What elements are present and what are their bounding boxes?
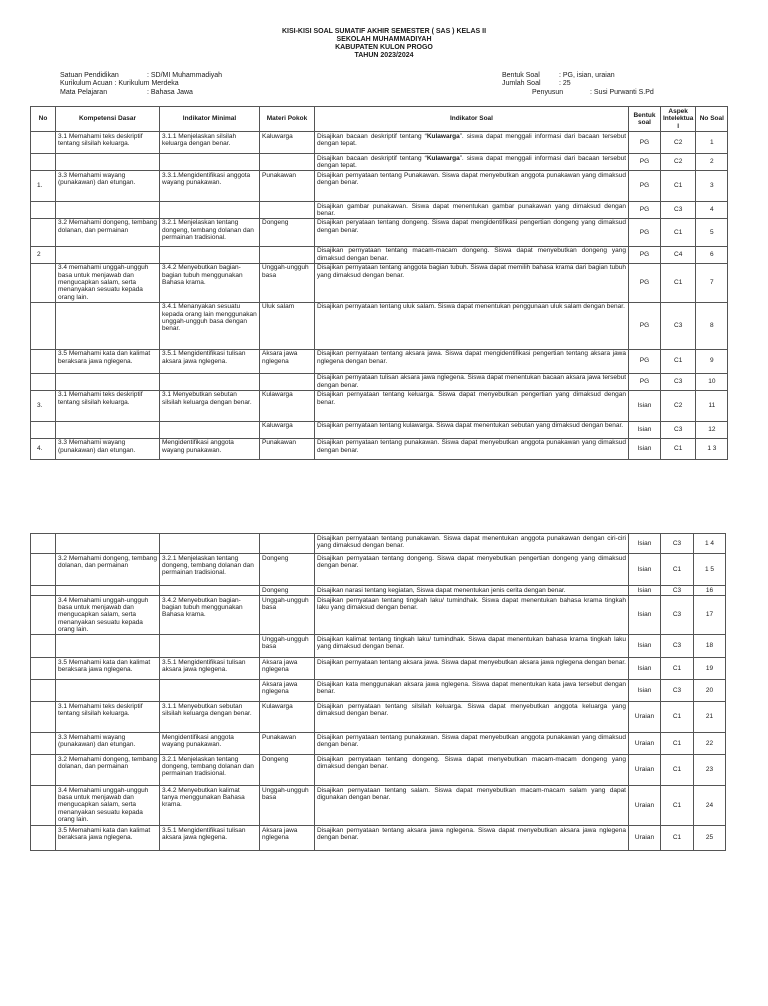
row-number: 3.: [31, 390, 56, 421]
meta-left: [60, 72, 222, 97]
kurikulum-value: : Kurikulum Merdeka: [114, 80, 179, 88]
indikator-minimal-cell: 3.5.1 Mengidentifikasi tulisan aksara jawa nglegena.: [160, 349, 260, 373]
table-header-row: [31, 107, 728, 132]
table-row: [31, 786, 726, 826]
indikator-minimal-cell: Mengidentifikasi anggota wayang punakawan.: [160, 733, 260, 755]
no-soal-cell: 2: [696, 154, 728, 171]
materi-pokok-cell: Unggah-ungguh basa: [260, 786, 315, 826]
indikator-minimal-cell: 3.2.1 Menjelaskan tentang dongeng, tembang dolanan dan permainan tradisional.: [160, 554, 260, 586]
bentuk-soal-cell: Isian: [629, 438, 661, 459]
table-row: [31, 154, 728, 171]
kisi-kisi-table-page-1: [30, 106, 728, 460]
table-row: [31, 202, 728, 219]
indikator-minimal-cell: [160, 154, 260, 171]
indikator-soal-cell: [315, 826, 629, 851]
indikator-soal-text: Disajikan pernyataan tentang dongeng. Siswa dapat menyebutkan pengertian dongeng yang dimaksud dengan benar.: [317, 554, 626, 569]
bentuk-soal-cell: PG: [629, 171, 661, 202]
row-number: [31, 202, 56, 219]
no-soal-cell: 17: [694, 596, 726, 635]
no-soal-cell: 16: [694, 586, 726, 596]
indikator-soal-cell: [315, 733, 629, 755]
no-soal-cell: 24: [694, 786, 726, 826]
no-soal-cell: 4: [696, 202, 728, 219]
indikator-minimal-cell: 3.4.2 Menyebutkan bagian-bagian tubuh menggunakan Bahasa krama.: [160, 263, 260, 302]
materi-pokok-cell: Unggah-ungguh basa: [260, 596, 315, 635]
bentuk-soal-cell: PG: [629, 132, 661, 154]
kompetensi-dasar-cell: [56, 534, 160, 554]
indikator-minimal-cell: [160, 635, 260, 658]
indikator-soal-cell: [315, 154, 629, 171]
row-number: [31, 635, 56, 658]
indikator-soal-cell: [315, 755, 629, 786]
no-soal-cell: 8: [696, 302, 728, 349]
no-soal-cell: 11: [696, 390, 728, 421]
kompetensi-dasar-cell: [56, 302, 160, 349]
no-soal-cell: 7: [696, 263, 728, 302]
document-header: [0, 28, 768, 60]
row-number: [31, 554, 56, 586]
school-name: SEKOLAH MUHAMMADIYAH: [336, 36, 432, 43]
bentuk-soal-cell: PG: [629, 373, 661, 390]
aspek-intelektual-cell: C3: [661, 373, 696, 390]
indikator-soal-text: Disajikan pernyataan tentang aksara jawa. Siswa dapat menyebutkan aksara jawa nglegena dengan benar.: [317, 658, 626, 666]
header-indikator-soal: Indikator Soal: [315, 107, 629, 132]
indikator-minimal-cell: 3.4.1 Menanyakan sesuatu kepada orang lain menggunakan unggah-ungguh basa dengan benar.: [160, 302, 260, 349]
materi-pokok-cell: Dongeng: [260, 755, 315, 786]
materi-pokok-cell: Aksara jawa nglegena: [260, 680, 315, 702]
aspek-intelektual-cell: C1: [661, 702, 694, 733]
row-number: [31, 421, 56, 438]
header-aspek-intelektual: Aspek Intelektua l: [661, 107, 696, 132]
header-materi-pokok: Materi Pokok: [260, 107, 315, 132]
kompetensi-dasar-cell: [56, 373, 160, 390]
aspek-intelektual-cell: C4: [661, 246, 696, 263]
kompetensi-dasar-cell: 3.3 Memahami wayang (punakawan) dan etungan.: [56, 733, 160, 755]
indikator-soal-text: Disajikan bacaan deskriptif tentang “: [317, 132, 427, 140]
indikator-soal-cell: [315, 635, 629, 658]
indikator-soal-cell: [315, 554, 629, 586]
row-number: [31, 373, 56, 390]
materi-pokok-cell: Unggah-ungguh basa: [260, 263, 315, 302]
kompetensi-dasar-cell: [56, 635, 160, 658]
row-number: [31, 786, 56, 826]
materi-pokok-cell: [260, 154, 315, 171]
kompetensi-dasar-cell: [56, 586, 160, 596]
indikator-soal-cell: [315, 171, 629, 202]
kompetensi-dasar-cell: 3.4 memahami unggah-ungguh basa untuk menjawab dan mengucapkan salam, serta menanyakan sesuatu kepada orang lain.: [56, 263, 160, 302]
bentuk-value: : PG, isian, uraian: [559, 72, 615, 79]
indikator-soal-text: Disajikan pernyataan tentang salam. Siswa dapat menyebutkan macam-macam salam yang dapat digunakan dengan benar.: [317, 786, 626, 801]
bentuk-soal-cell: PG: [629, 218, 661, 246]
materi-pokok-cell: Kaluwarga: [260, 421, 315, 438]
kompetensi-dasar-cell: [56, 246, 160, 263]
kompetensi-dasar-cell: 3.1 Memahami teks deskriptif tentang silsilah keluarga.: [56, 702, 160, 733]
row-number: [31, 154, 56, 171]
indikator-soal-cell: [315, 702, 629, 733]
kompetensi-dasar-cell: 3.1 Memahami teks deskriptif tentang silsilah keluarga.: [56, 390, 160, 421]
bentuk-soal-cell: PG: [629, 302, 661, 349]
indikator-soal-cell: [315, 586, 629, 596]
no-soal-cell: 9: [696, 349, 728, 373]
materi-pokok-cell: Dongeng: [260, 586, 315, 596]
row-number: [31, 349, 56, 373]
aspek-intelektual-cell: C1: [661, 658, 694, 680]
table-row: [31, 246, 728, 263]
indikator-soal-keyword: Kulawarga: [426, 132, 460, 140]
materi-pokok-cell: Dongeng: [260, 554, 315, 586]
row-number: [31, 680, 56, 702]
table-row: [31, 171, 728, 202]
materi-pokok-cell: Aksara jawa nglegena: [260, 349, 315, 373]
bentuk-soal-cell: Isian: [629, 421, 661, 438]
materi-pokok-cell: Kulawarga: [260, 390, 315, 421]
bentuk-soal-cell: Uraian: [629, 755, 661, 786]
bentuk-soal-cell: Isian: [629, 534, 661, 554]
penyusun-value: : Susi Purwanti S.Pd: [590, 88, 654, 96]
table-row: [31, 596, 726, 635]
no-soal-cell: 10: [696, 373, 728, 390]
indikator-soal-text: Disajikan pernyataan tentang anggota bagian tubuh. Siswa dapat memilih bahasa krama dari bagian tubuh yang dimaksud dengan benar.: [317, 264, 626, 279]
aspek-intelektual-cell: C2: [661, 132, 696, 154]
indikator-minimal-cell: 3.1.1 Menyebutkan sebutan silsilah keluarga dengan benar.: [160, 702, 260, 733]
materi-pokok-cell: [260, 373, 315, 390]
indikator-minimal-cell: Mengidentifikasi anggota wayang punakawan.: [160, 438, 260, 459]
row-number: [31, 263, 56, 302]
indikator-soal-text: Disajikan pernyataan tentang aksara jawa. Siswa dapat mengidentifikasi pengertian tentang aksara jawa nglegena dengan benar.: [317, 350, 626, 365]
table-row: [31, 680, 726, 702]
penyusun-label: Penyusun: [532, 88, 564, 96]
indikator-soal-text: Disajikan peryataan tentang dongeng. Siswa dapat mengidentifikasi pengertian dongeng yang dimaksud dengan benar.: [317, 219, 626, 234]
table-row: [31, 218, 728, 246]
bentuk-soal-cell: PG: [629, 263, 661, 302]
no-soal-cell: 5: [696, 218, 728, 246]
aspek-intelektual-cell: C1: [661, 826, 694, 851]
indikator-minimal-cell: 3.5.1 Mengidentifikasi tulisan aksara jawa nglegena.: [160, 826, 260, 851]
aspek-intelektual-cell: C1: [661, 786, 694, 826]
kompetensi-dasar-cell: [56, 680, 160, 702]
indikator-soal-cell: [315, 438, 629, 459]
bentuk-soal-cell: PG: [629, 246, 661, 263]
kompetensi-dasar-cell: 3.2 Memahami dongeng, tembang dolanan, dan permainan: [56, 554, 160, 586]
indikator-soal-text: Disajikan pernyataan tentang dongeng. Siswa dapat menyebutkan macam-macam dongeng yang dimaksud dengan benar.: [317, 755, 626, 770]
indikator-minimal-cell: 3.4.2 Menyebutkan bagian-bagian tubuh menggunakan Bahasa krama.: [160, 596, 260, 635]
materi-pokok-cell: Uluk salam: [260, 302, 315, 349]
table-row: [31, 635, 726, 658]
table-row: [31, 263, 728, 302]
materi-pokok-cell: [260, 246, 315, 263]
table-row: [31, 702, 726, 733]
bentuk-soal-cell: Isian: [629, 390, 661, 421]
aspek-intelektual-cell: C1: [661, 349, 696, 373]
aspek-intelektual-cell: C1: [661, 438, 696, 459]
row-number: [31, 596, 56, 635]
row-number: [31, 826, 56, 851]
bentuk-soal-cell: Isian: [629, 586, 661, 596]
indikator-minimal-cell: 3.3.1.Mengidentifikasi anggota wayang punakawan.: [160, 171, 260, 202]
table-row: [31, 390, 728, 421]
mapel-label: Mata Pelajaran: [60, 88, 108, 96]
row-number: [31, 658, 56, 680]
kurikulum-label: Kurikulum Acuan: [60, 80, 113, 88]
materi-pokok-cell: Unggah-ungguh basa: [260, 635, 315, 658]
aspek-intelektual-cell: C1: [661, 263, 696, 302]
kompetensi-dasar-cell: 3.1 Memahami teks deskriptif tentang silsilah keluarga.: [56, 132, 160, 154]
table-row: [31, 132, 728, 154]
no-soal-cell: 3: [696, 171, 728, 202]
indikator-soal-text: Disajikan pernyataan tentang kulawarga. Siswa dapat menentukan sebutan yang dimaksud dengan benar.: [317, 422, 624, 430]
kompetensi-dasar-cell: 3.5 Memahami kata dan kalimat beraksara jawa nglegena.: [56, 658, 160, 680]
indikator-soal-text: Disajikan pernyataan tentang aksara jawa nglegena. Siswa dapat menyebutkan aksara jawa nglegena dengan benar.: [317, 826, 626, 841]
table-row: [31, 421, 728, 438]
indikator-soal-cell: [315, 218, 629, 246]
indikator-soal-cell: [315, 534, 629, 554]
indikator-soal-cell: [315, 390, 629, 421]
indikator-soal-text: ”. siswa dapat menggali informasi dari bacaan tersebut dengan tepat.: [317, 154, 627, 169]
regency-name: KABUPATEN KULON PROGO: [335, 44, 433, 51]
bentuk-soal-cell: Isian: [629, 658, 661, 680]
aspek-intelektual-cell: C2: [661, 154, 696, 171]
table-row: [31, 755, 726, 786]
aspek-intelektual-cell: C3: [661, 302, 696, 349]
kompetensi-dasar-cell: 3.5 Memahami kata dan kalimat beraksara jawa nglegena.: [56, 826, 160, 851]
header-bentuk-soal: Bentuk soal: [629, 107, 661, 132]
indikator-soal-text: ”. siswa dapat menggali informasi dari bacaan tersebut dengan tepat.: [317, 132, 627, 147]
aspek-intelektual-cell: C3: [661, 534, 694, 554]
aspek-intelektual-cell: C1: [661, 218, 696, 246]
bentuk-soal-cell: PG: [629, 154, 661, 171]
indikator-soal-cell: [315, 202, 629, 219]
row-number: [31, 218, 56, 246]
materi-pokok-cell: [260, 202, 315, 219]
aspek-intelektual-cell: C1: [661, 755, 694, 786]
aspek-intelektual-cell: C3: [661, 596, 694, 635]
header-kompetensi-dasar: Kompetensi Dasar: [56, 107, 160, 132]
indikator-soal-keyword: Kulawarga: [426, 154, 460, 162]
no-soal-cell: 6: [696, 246, 728, 263]
indikator-soal-cell: [315, 263, 629, 302]
indikator-minimal-cell: 3.2.1 Menjelaskan tentang dongeng, tembang dolanan dan permainan tradisional.: [160, 218, 260, 246]
indikator-soal-cell: [315, 658, 629, 680]
indikator-soal-text: Disajikan pernyataan tentang uluk salam. Siswa dapat menentukan penggunaan uluk salam dengan benar.: [317, 303, 625, 311]
indikator-minimal-cell: [160, 202, 260, 219]
table-row: [31, 733, 726, 755]
mapel-value: : Bahasa Jawa: [147, 88, 193, 96]
row-number: 2: [31, 246, 56, 263]
kompetensi-dasar-cell: 3.2 Memahami dongeng, tembang dolanan, dan permainan: [56, 755, 160, 786]
indikator-soal-cell: [315, 596, 629, 635]
aspek-intelektual-cell: C3: [661, 586, 694, 596]
bentuk-soal-cell: Isian: [629, 554, 661, 586]
bentuk-soal-cell: PG: [629, 202, 661, 219]
indikator-soal-text: Disajikan kalimat tentang tingkah laku/ tumindhak. Siswa dapat menentukan bahasa krama tingkah laku yang dimaksud dengan benar.: [317, 635, 626, 650]
indikator-soal-text: Disajikan narasi tentang kegiatan, Siswa dapat menentukan jenis cerita dengan benar.: [317, 586, 566, 594]
indikator-soal-cell: [315, 680, 629, 702]
table-row: [31, 349, 728, 373]
row-number: [31, 733, 56, 755]
bentuk-soal-cell: Isian: [629, 680, 661, 702]
row-number: 4.: [31, 438, 56, 459]
materi-pokok-cell: Dongeng: [260, 218, 315, 246]
no-soal-cell: 22: [694, 733, 726, 755]
materi-pokok-cell: Aksara jawa nglegena: [260, 826, 315, 851]
no-soal-cell: 12: [696, 421, 728, 438]
indikator-soal-text: Disajikan pernyataan tentang keluarga. Siswa dapat menyebutkan pengertian yang dimaksud dengan benar.: [317, 391, 626, 406]
no-soal-cell: 25: [694, 826, 726, 851]
no-soal-cell: 18: [694, 635, 726, 658]
materi-pokok-cell: [260, 534, 315, 554]
indikator-minimal-cell: [160, 680, 260, 702]
kompetensi-dasar-cell: [56, 421, 160, 438]
indikator-soal-cell: [315, 132, 629, 154]
aspek-intelektual-cell: C2: [661, 390, 696, 421]
table-body-page-2: [31, 534, 726, 851]
indikator-soal-cell: [315, 349, 629, 373]
no-soal-cell: 21: [694, 702, 726, 733]
aspek-intelektual-cell: C3: [661, 202, 696, 219]
kompetensi-dasar-cell: 3.2 Memahami dongeng, tembang dolanan, dan permainan: [56, 218, 160, 246]
indikator-soal-cell: [315, 373, 629, 390]
kompetensi-dasar-cell: [56, 154, 160, 171]
row-number: [31, 302, 56, 349]
kompetensi-dasar-cell: 3.3 Memahami wayang (punakawan) dan etungan.: [56, 171, 160, 202]
indikator-soal-text: Disajikan pernyataan tentang punakawan. Siswa dapat menyebutkan anggota punakawan yang dimaksud dengan benar.: [317, 733, 626, 748]
indikator-minimal-cell: 3.1.1 Menjelaskan silsilah keluarga dengan benar.: [160, 132, 260, 154]
row-number: [31, 755, 56, 786]
no-soal-cell: 20: [694, 680, 726, 702]
no-soal-cell: 1 4: [694, 534, 726, 554]
no-soal-cell: 1 5: [694, 554, 726, 586]
row-number: [31, 586, 56, 596]
header-no-soal: No Soal: [696, 107, 728, 132]
row-number: [31, 132, 56, 154]
materi-pokok-cell: Aksara jawa nglegena: [260, 658, 315, 680]
indikator-soal-cell: [315, 786, 629, 826]
kompetensi-dasar-cell: 3.4 Memahami unggah-ungguh basa untuk menjawab dan mengucapkan salam, serta menanyakan sesuatu kepada orang lain.: [56, 596, 160, 635]
header-no: No: [31, 107, 56, 132]
jumlah-value: : 25: [559, 80, 571, 88]
materi-pokok-cell: Punakawan: [260, 438, 315, 459]
bentuk-soal-cell: Uraian: [629, 786, 661, 826]
indikator-soal-text: Disajikan gambar punakawan. Siswa dapat menentukan gambar punakawan yang dimaksud dengan benar.: [317, 202, 626, 217]
row-number: [31, 534, 56, 554]
satuan-label: Satuan Pendidikan: [60, 72, 119, 79]
indikator-soal-cell: [315, 246, 629, 263]
document-title: KISI-KISI SOAL SUMATIF AKHIR SEMESTER ( SAS ) KELAS II: [281, 28, 487, 35]
table-row: [31, 826, 726, 851]
bentuk-soal-cell: Uraian: [629, 702, 661, 733]
meta-right: [502, 72, 654, 97]
materi-pokok-cell: Kulawarga: [260, 702, 315, 733]
indikator-minimal-cell: [160, 373, 260, 390]
bentuk-soal-cell: Uraian: [629, 826, 661, 851]
table-row: [31, 438, 728, 459]
indikator-soal-text: Disajikan pernyataan tentang silsilah keluarga. Siswa dapat menyebutkan anggota keluarga yang dimaksud dengan benar.: [317, 702, 626, 717]
indikator-minimal-cell: 3.2.1 Menjelaskan tentang dongeng, tembang dolanan dan permainan tradisional.: [160, 755, 260, 786]
header-indikator-minimal: Indikator Minimal: [160, 107, 260, 132]
table-row: [31, 586, 726, 596]
bentuk-soal-cell: PG: [629, 349, 661, 373]
academic-year: TAHUN 2023/2024: [354, 52, 414, 59]
indikator-soal-text: Disajikan pernyataan tulisan aksara jawa nglegena. Siswa dapat menentukan bacaan aksara jawa tersebut dengan benar.: [317, 374, 626, 389]
indikator-minimal-cell: [160, 421, 260, 438]
table-row: [31, 373, 728, 390]
table-row: [31, 658, 726, 680]
indikator-soal-text: Disajikan pernyataan tentang punakawan. Siswa dapat menyebutkan anggota punakawan yang dimaksud dengan benar.: [317, 439, 626, 454]
indikator-minimal-cell: [160, 246, 260, 263]
no-soal-cell: 23: [694, 755, 726, 786]
table-row: [31, 302, 728, 349]
table-row: [31, 554, 726, 586]
kompetensi-dasar-cell: 3.4 Memahami unggah-ungguh basa untuk menjawab dan mengucapkan salam, serta menanyakan sesuatu kepada orang lain.: [56, 786, 160, 826]
materi-pokok-cell: Punakawan: [260, 733, 315, 755]
table-row: [31, 534, 726, 554]
indikator-minimal-cell: [160, 534, 260, 554]
indikator-soal-text: Disajikan kata menggunakan aksara jawa nglegena. Siswa dapat menentukan kata jawa tersebut dengan benar.: [317, 680, 626, 695]
materi-pokok-cell: Kaluwarga: [260, 132, 315, 154]
indikator-soal-text: Disajikan bacaan deskriptif tentang “: [317, 154, 427, 162]
indikator-minimal-cell: 3.5.1 Mengidentifikasi tulisan aksara jawa nglegena.: [160, 658, 260, 680]
bentuk-soal-cell: Isian: [629, 596, 661, 635]
aspek-intelektual-cell: C1: [661, 733, 694, 755]
kompetensi-dasar-cell: 3.3 Memahami wayang (punakawan) dan etungan.: [56, 438, 160, 459]
aspek-intelektual-cell: C3: [661, 421, 696, 438]
satuan-value: : SD/MI Muhammadiyah: [147, 72, 223, 79]
kompetensi-dasar-cell: [56, 202, 160, 219]
materi-pokok-cell: Punakawan: [260, 171, 315, 202]
indikator-soal-cell: [315, 302, 629, 349]
no-soal-cell: 19: [694, 658, 726, 680]
jumlah-label: Jumlah Soal: [502, 80, 541, 88]
kisi-kisi-table-page-2: [30, 533, 726, 851]
indikator-soal-text: Disajikan pernyataan tentang Punakawan. Siswa dapat menyebutkan anggota punakawan yang dimaksud dengan benar.: [317, 171, 626, 186]
no-soal-cell: 1 3: [696, 438, 728, 459]
bentuk-soal-cell: Isian: [629, 635, 661, 658]
bentuk-soal-cell: Uraian: [629, 733, 661, 755]
indikator-minimal-cell: [160, 586, 260, 596]
aspek-intelektual-cell: C3: [661, 635, 694, 658]
aspek-intelektual-cell: C3: [661, 680, 694, 702]
indikator-minimal-cell: 3.1 Menyebutkan sebutan silsilah keluarga dengan benar.: [160, 390, 260, 421]
table-body-page-1: [31, 132, 728, 460]
indikator-soal-text: Disajikan pernyataan tentang macam-macam dongeng. Siswa dapat menyebutkan dongeng yang dimaksud dengan benar.: [317, 247, 626, 262]
indikator-soal-text: Disajikan pernyataan tentang punakawan. Siswa dapat menentukan anggota punakawan dengan ciri-ciri yang dimaksud dengan benar.: [317, 534, 626, 549]
bentuk-label: Bentuk Soal: [502, 72, 540, 79]
aspek-intelektual-cell: C1: [661, 171, 696, 202]
no-soal-cell: 1: [696, 132, 728, 154]
row-number: [31, 702, 56, 733]
indikator-soal-text: Disajikan pernyataan tentang tingkah laku/ tumindhak. Siswa dapat menentukan bahasa krama tingkah laku yang dimaksud dengan benar.: [317, 596, 626, 611]
kompetensi-dasar-cell: 3.5 Memahami kata dan kalimat beraksara jawa nglegena.: [56, 349, 160, 373]
row-number: 1.: [31, 171, 56, 202]
aspek-intelektual-cell: C1: [661, 554, 694, 586]
indikator-soal-cell: [315, 421, 629, 438]
indikator-minimal-cell: 3.4.2 Menyebutkan kalimat tanya menggunakan Bahasa krama.: [160, 786, 260, 826]
